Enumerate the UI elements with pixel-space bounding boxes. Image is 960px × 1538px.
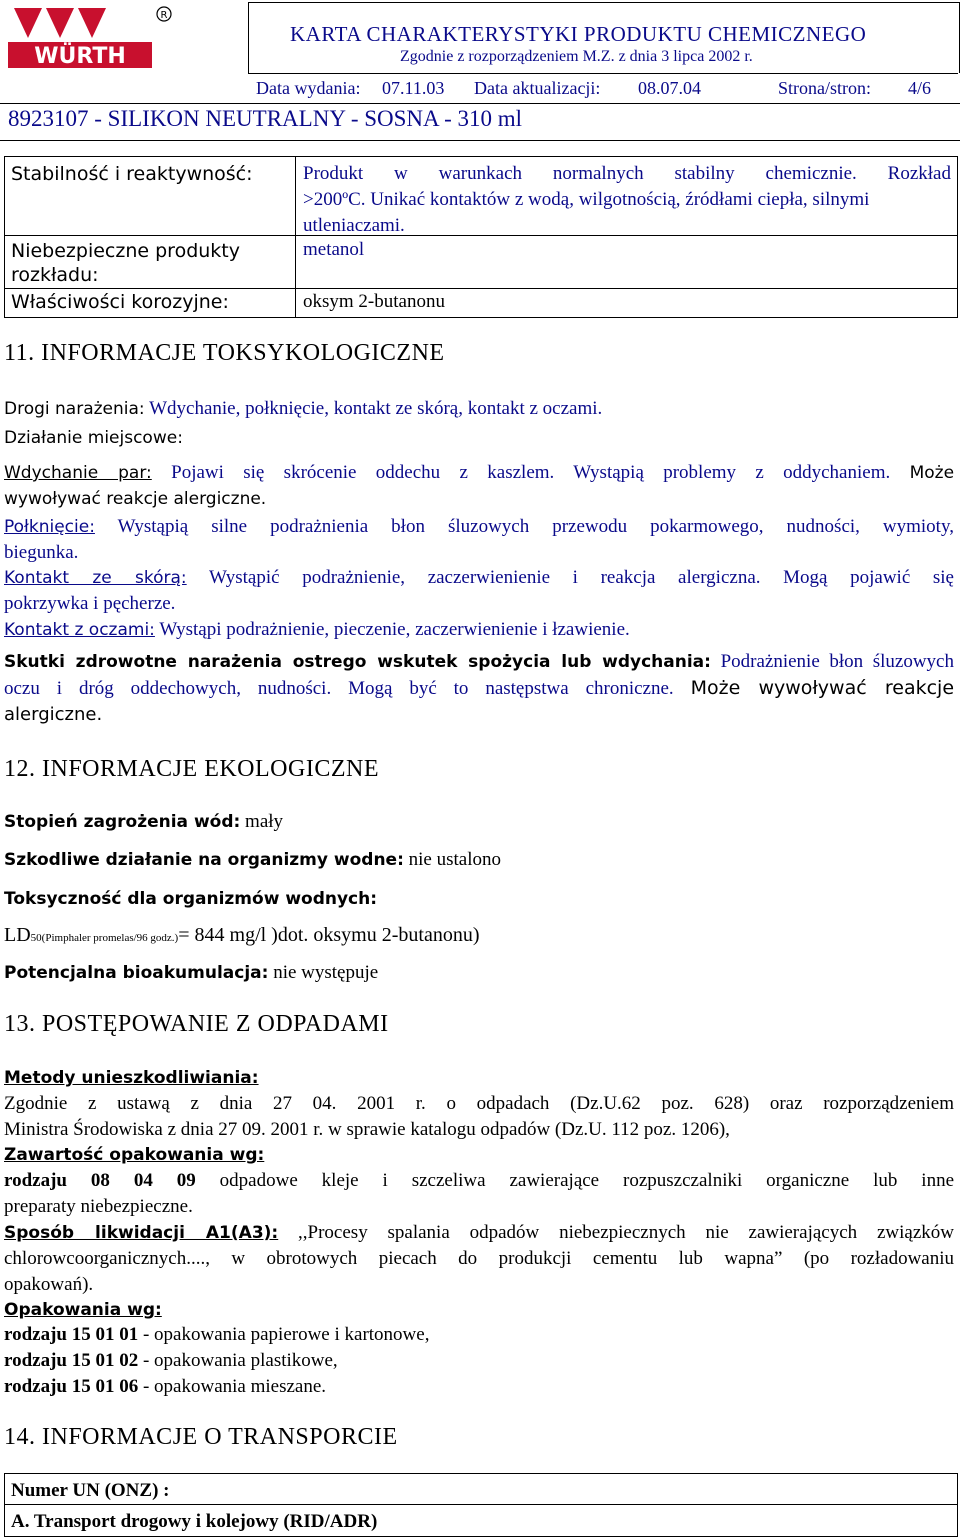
disposal-methods-text: Zgodnie z ustawą z dnia 27 04. 2001 r. o odpadach (Dz.U.62 poz. 628) oraz rozporządzeniem Ministra Środowiska z dnia 27 09. 2001 r. w sprawie katalogu odpadów (Dz.U. 112 poz. 1206),	[4, 1093, 954, 1140]
decomposition-value: metanol	[303, 239, 365, 260]
corrosive-value: oksym 2-butanonu	[303, 291, 445, 312]
product-divider	[0, 140, 960, 141]
exposure-routes: Drogi narażenia: Wdychanie, połknięcie, kontakt ze skórą, kontakt z oczami.	[4, 398, 603, 419]
list-item: rodzaju 15 01 06 - opakowania mieszane.	[4, 1376, 327, 1397]
package-contents-text: rodzaju 08 04 09 odpadowe kleje i szczeliwa zawierające rozpuszczalniki organiczne lub inne preparaty niebezpieczne.	[4, 1170, 954, 1217]
transport-table	[4, 1473, 958, 1537]
page-label: Strona/stron:	[778, 78, 871, 98]
product-title: 8923107 - SILIKON NEUTRALNY - SOSNA - 310 ml	[8, 106, 523, 131]
health-effects-paragraph: Skutki zdrowotne narażenia ostrego wskutek spożycia lub wdychania: Podrażnienie błon śluzowych oczu i dróg oddechowych, nudności. Mogą być to następstwa chroniczne. Może wywoływać reakcje alergiczne.	[4, 651, 955, 725]
issue-date: 07.11.03	[382, 78, 445, 98]
issue-date-label: Data wydania:	[256, 78, 361, 98]
bioaccumulation: Potencjalna bioakumulacja: nie występuje	[4, 962, 379, 983]
wurth-logo	[6, 4, 174, 78]
package-contents-label: Zawartość opakowania wg:	[4, 1145, 265, 1165]
header-divider	[0, 103, 960, 104]
section-13-heading: 13. POSTĘPOWANIE Z ODPADAMI	[4, 1011, 389, 1037]
corrosive-label: Właściwości korozyjne:	[11, 291, 229, 313]
svg-text:R: R	[160, 10, 168, 21]
section-14-heading: 14. INFORMACJE O TRANSPORCIE	[4, 1424, 398, 1450]
list-item: rodzaju 15 01 01 - opakowania papierowe i kartonowe,	[4, 1324, 430, 1345]
section-12-heading: 12. INFORMACJE EKOLOGICZNE	[4, 756, 379, 782]
local-effects-label: Działanie miejscowe:	[4, 428, 183, 448]
stability-table	[4, 156, 958, 318]
header-meta-row	[248, 73, 958, 104]
section-11-heading: 11. INFORMACJE TOKSYKOLOGICZNE	[4, 340, 445, 366]
packaging-label: Opakowania wg:	[4, 1300, 162, 1320]
un-number-label: Numer UN (ONZ) :	[11, 1480, 170, 1501]
page-number: 4/6	[908, 78, 932, 98]
water-hazard: Stopień zagrożenia wód: mały	[4, 811, 284, 832]
ingestion-paragraph: Połknięcie: Wystąpią silne podrażnienia błon śluzowych przewodu pokarmowego, nudności, wymioty, biegunka.	[4, 516, 954, 563]
stability-label: Stabilność i reaktywność:	[11, 163, 253, 185]
aquatic-toxicity-label: Toksyczność dla organizmów wodnych:	[4, 889, 378, 909]
inhalation-paragraph: Wdychanie par: Pojawi się skrócenie oddechu z kaszlem. Wystąpią problemy z oddychaniem. Może wywoływać reakcje alergiczne.	[4, 462, 955, 509]
disposal-methods-label: Metody unieszkodliwiania:	[4, 1068, 259, 1088]
document-title: KARTA CHARAKTERYSTYKI PRODUKTU CHEMICZNEGO	[290, 22, 867, 46]
disposal-method-paragraph: Sposób likwidacji A1(A3): ,,Procesy spalania odpadów niebezpiecznych nie zawierających związków chlorowcoorganicznych...., w obrotowych piecach do produkcji cementu lub wapna” (po rozładowaniu opakowań).	[4, 1222, 954, 1295]
skin-contact-paragraph: Kontakt ze skórą: Wystąpić podrażnienie, zaczerwienienie i reakcja alergiczna. Mogą pojawić się pokrzywka i pęcherze.	[4, 567, 954, 614]
eye-contact-paragraph: Kontakt z oczami: Wystąpi podrażnienie, pieczenie, zaczerwienienie i łzawienie.	[4, 619, 630, 640]
list-item: rodzaju 15 01 02 - opakowania plastikowe,	[4, 1350, 338, 1371]
document-subtitle: Zgodnie z rozporządzeniem M.Z. z dnia 3 lipca 2002 r.	[400, 48, 753, 65]
update-date-label: Data aktualizacji:	[474, 78, 601, 98]
stability-value: Produkt w warunkach normalnych stabilny chemicznie. Rozkład >200ºC. Unikać kontaktów z wodą, wilgotnością, źródłami ciepła, silnymi utleniaczami.	[303, 163, 951, 236]
ld50-value: LD50(Pimphaler promelas/96 godz.)= 844 mg/l )dot. oksymu 2-butanonu)	[4, 924, 480, 946]
aquatic-harm: Szkodliwe działanie na organizmy wodne: nie ustalono	[4, 849, 501, 870]
update-date: 08.07.04	[638, 78, 701, 98]
road-transport-label: A. Transport drogowy i kolejowy (RID/ADR)	[11, 1511, 378, 1532]
packaging-list	[4, 1322, 429, 1400]
svg-text:WÜRTH: WÜRTH	[34, 44, 126, 69]
decomposition-label: Niebezpieczne produkty rozkładu:	[11, 240, 241, 286]
